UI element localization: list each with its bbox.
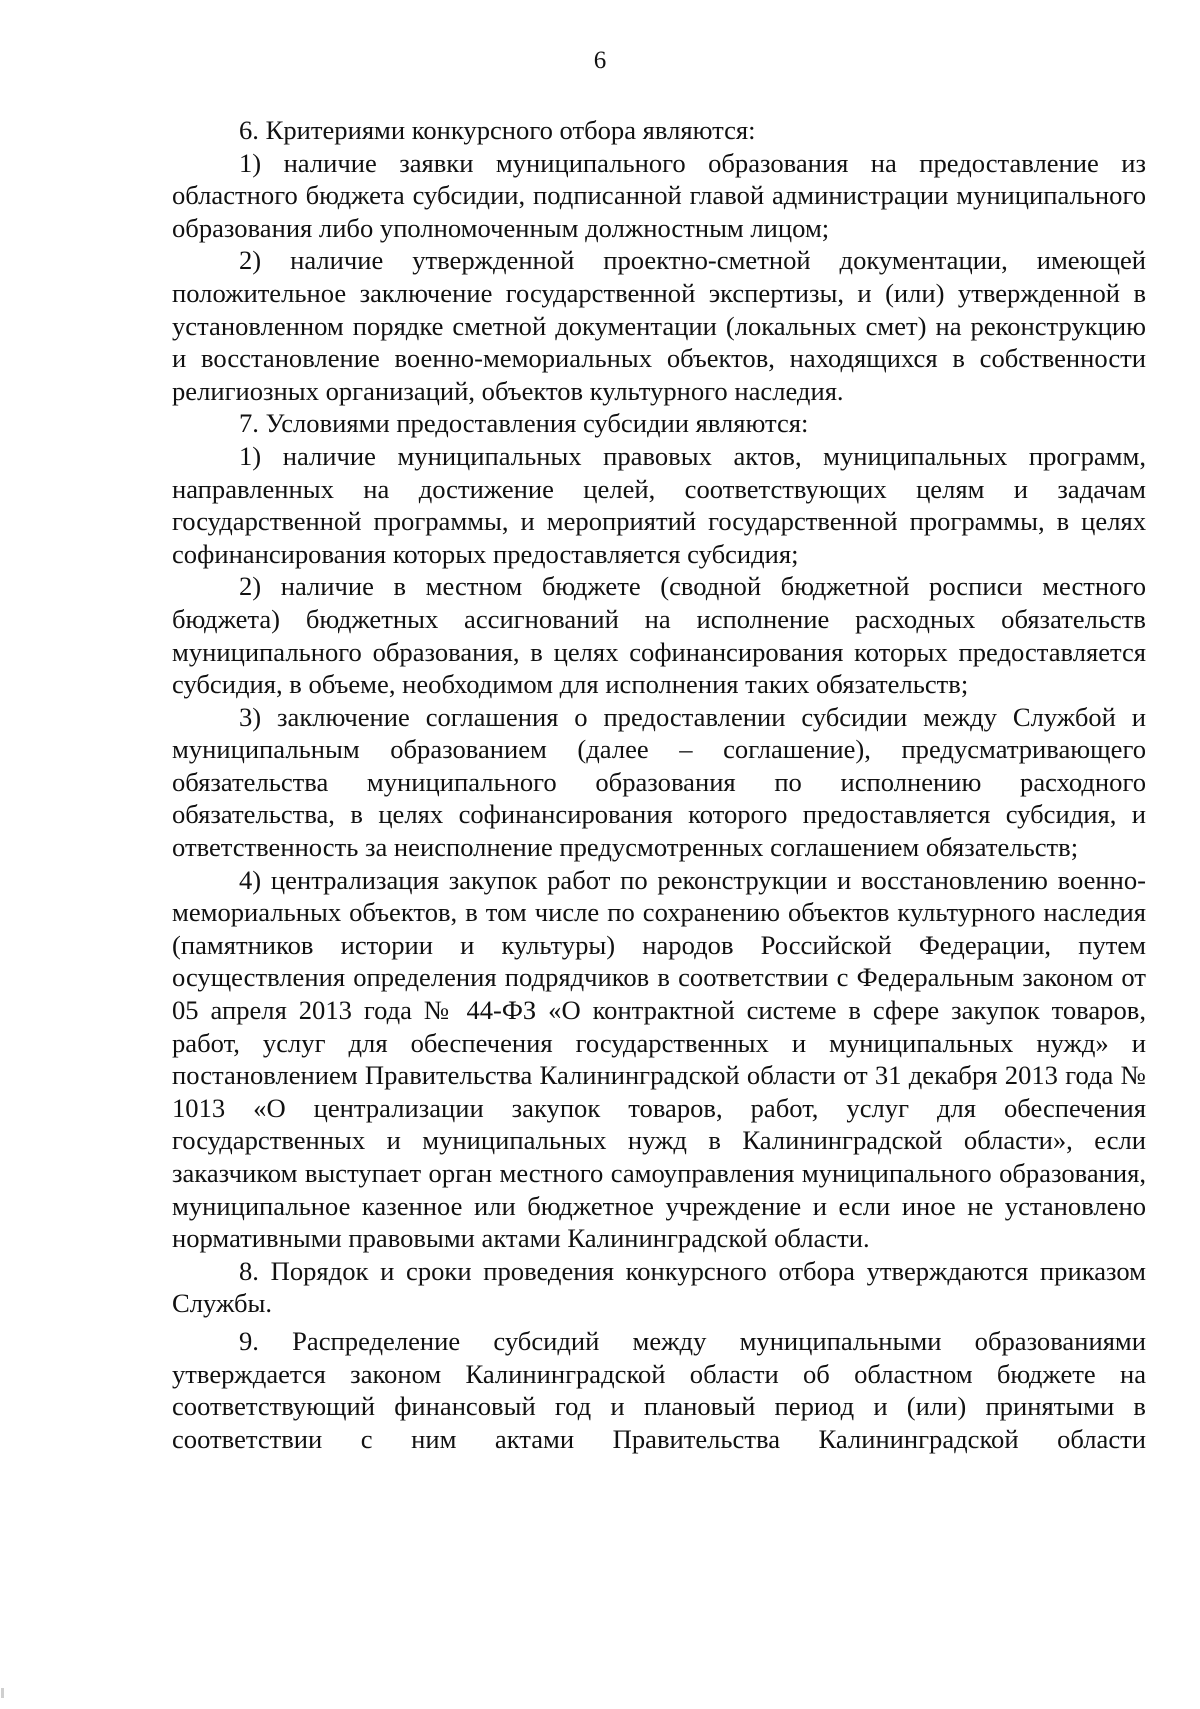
paragraph-6-item-2: 2) наличие утвержденной проектно-сметной документации, имеющей положительное заключение государственной экспертизы, и (или) утвержденной в установленном порядке сметной документации (локальных смет) на реконструкцию и восстановление военно-мемориальных объектов, находящихся в собственности религиозных организаций, объектов культурного наследия.	[172, 245, 1146, 406]
paragraph-6-heading: 6. Критериями конкурсного отбора являются:	[239, 115, 756, 145]
paragraph-7-item-2: 2) наличие в местном бюджете (сводной бюджетной росписи местного бюджета) бюджетных ассигнований на исполнение расходных обязательств муниципального образования, в целях софинансирования которых предоставляется субсидия, в объеме, необходимом для исполнения таких обязательств;	[172, 571, 1146, 700]
page-number: 6	[593, 47, 607, 74]
paragraph-7-item-3: 3) заключение соглашения о предоставлении субсидии между Службой и муниципальным образованием (далее – соглашение), предусматривающего обязательства муниципального образования по исполнению расходного обязательства, в целях софинансирования которого предоставляется субсидия, и ответственность за неисполнение предусмотренных соглашением обязательств;	[172, 701, 1146, 863]
paragraph-7-item-1: 1) наличие муниципальных правовых актов, муниципальных программ, направленных на достижение целей, соответствующих целям и задачам государственной программы, и мероприятий государственной программы, в целях софинансирования которых предоставляется субсидия;	[172, 440, 1146, 569]
paragraph-6-item-1: 1) наличие заявки муниципального образования на предоставление из областного бюджета субсидии, подписанной главой администрации муниципального образования либо уполномоченным должностным лицом;	[172, 147, 1146, 243]
paragraph-7-heading: 7. Условиями предоставления субсидии являются:	[239, 408, 809, 439]
paragraph-9: 9. Распределение субсидий между муниципальными образованиями утверждается законом Калининградской области об областном бюджете на соответствующий финансовый год и плановый период и (или) принятыми в соответствии с ним актами Правительства Калининградской области	[172, 1325, 1146, 1454]
paragraph-7-item-4: 4) централизация закупок работ по реконструкции и восстановлению военно-мемориальных объектов, в том числе по сохранению объектов культурного наследия (памятников истории и культуры) народов Российской Федерации, путем осуществления определения подрядчиков в соответствии с Федеральным законом от 05 апреля 2013 года № 44-ФЗ «О контрактной системе в сфере закупок товаров, работ, услуг для обеспечения государственных и муниципальных нужд» и постановлением Правительства Калининградской области от 31 декабря 2013 года № 1013 «О централизации закупок товаров, работ, услуг для обеспечения государственных и муниципальных нужд в Калининградской области», если заказчиком выступает орган местного самоуправления муниципального образования, муниципальное казенное или бюджетное учреждение и если иное не установлено нормативными правовыми актами Калининградской области.	[172, 864, 1146, 1254]
document-body	[172, 114, 1146, 1455]
scan-edge-mark	[1, 1688, 4, 1698]
paragraph-8: 8. Порядок и сроки проведения конкурсного отбора утверждаются приказом Службы.	[172, 1255, 1146, 1319]
